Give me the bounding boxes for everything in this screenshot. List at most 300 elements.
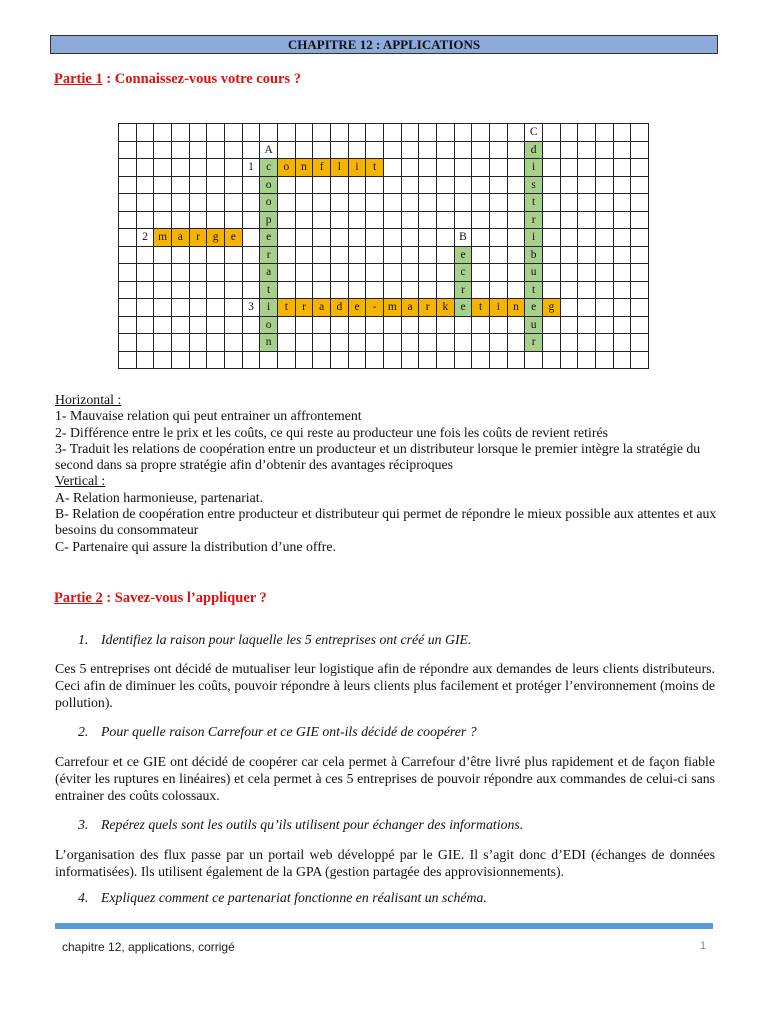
horizontal-heading: Horizontal : [55,392,122,407]
crossword-cell: u [525,264,543,282]
crossword-cell [472,264,490,282]
crossword-cell [260,352,278,370]
crossword-cell [190,212,208,230]
crossword-cell [119,212,137,230]
crossword-cell [402,264,420,282]
crossword-cell [207,212,225,230]
crossword-cell [243,282,261,300]
crossword-cell [419,229,437,247]
crossword-cell [296,142,314,160]
crossword-cell [543,334,561,352]
crossword-cell [614,159,632,177]
crossword-cell [578,124,596,142]
crossword-cell [207,177,225,195]
crossword-cell [296,212,314,230]
crossword-cell: g [543,299,561,317]
crossword-cell [349,264,367,282]
crossword-cell [349,177,367,195]
answer-3: L’organisation des flux passe par un portail web développé par le GIE. Il s’agit donc d’EDI (échanges de données informatisées). Ils utilisent également de la GPA (gestion partagée des approvisionnements). [55,847,715,880]
part1-label: Partie 1 [54,71,103,87]
crossword-cell [631,334,649,352]
crossword-cell [578,352,596,370]
crossword-cell [137,124,155,142]
crossword-cell: u [525,317,543,335]
crossword-cell: r [260,247,278,265]
crossword-cell [366,247,384,265]
crossword-cell [119,124,137,142]
crossword-cell [596,334,614,352]
crossword-cell [472,247,490,265]
crossword-cell [543,194,561,212]
crossword-cell [490,194,508,212]
crossword-cell [331,229,349,247]
crossword-cell [137,194,155,212]
crossword-cell [119,229,137,247]
crossword-cell [137,282,155,300]
crossword-cell: a [172,229,190,247]
crossword-cell [119,159,137,177]
crossword-cell [508,142,526,160]
crossword-cell [172,264,190,282]
crossword-cell [243,212,261,230]
crossword-cell [455,334,473,352]
crossword-cell: o [260,317,278,335]
crossword-cell [278,124,296,142]
crossword-cell: d [331,299,349,317]
crossword-cell [119,264,137,282]
crossword-cell [419,142,437,160]
crossword-cell [190,264,208,282]
crossword-cell [578,159,596,177]
crossword-cell [243,247,261,265]
crossword-cell: n [260,334,278,352]
crossword-cell [543,142,561,160]
crossword-cell: a [402,299,420,317]
crossword-cell [455,159,473,177]
crossword-cell [366,212,384,230]
crossword-cell [154,352,172,370]
crossword-cell [437,142,455,160]
crossword-cell [490,334,508,352]
crossword-cell [384,177,402,195]
crossword-cell [631,124,649,142]
chapter-title: CHAPITRE 12 : APPLICATIONS [50,35,718,54]
crossword-cell [596,352,614,370]
crossword-cell [349,352,367,370]
crossword-cell [331,352,349,370]
crossword-cell [543,264,561,282]
part1-heading [54,71,301,88]
crossword-cell [578,299,596,317]
crossword-cell [207,317,225,335]
crossword-cell [154,177,172,195]
crossword-cell [561,212,579,230]
question-3 [78,817,523,833]
crossword-cell [402,352,420,370]
crossword-cell [172,282,190,300]
crossword-cell [490,159,508,177]
crossword-cell [366,124,384,142]
crossword-cell [243,142,261,160]
crossword-cell [331,194,349,212]
crossword-cell [296,247,314,265]
crossword-cell [296,317,314,335]
crossword-cell [437,177,455,195]
crossword-cell [225,334,243,352]
crossword-cell [437,317,455,335]
crossword-cell [172,317,190,335]
crossword-cell [384,317,402,335]
crossword-cell [207,124,225,142]
crossword-cell [137,177,155,195]
crossword-cell [614,352,632,370]
crossword-cell [331,264,349,282]
crossword-cell: t [472,299,490,317]
crossword-cell [366,177,384,195]
crossword-cell [561,177,579,195]
crossword-cell: m [384,299,402,317]
crossword-cell [508,334,526,352]
crossword-cell [490,317,508,335]
crossword-cell [278,317,296,335]
crossword-cell [508,194,526,212]
crossword-cell [490,229,508,247]
crossword-cell [296,352,314,370]
crossword-cell [154,159,172,177]
crossword-cell [419,317,437,335]
crossword-cell [490,177,508,195]
crossword-cell [543,177,561,195]
crossword-cell [172,194,190,212]
crossword-cell [561,247,579,265]
crossword-cell [278,334,296,352]
crossword-cell [508,212,526,230]
clues-section [55,392,720,555]
crossword-cell [455,124,473,142]
crossword-cell [119,177,137,195]
crossword-cell [313,212,331,230]
crossword-cell [207,334,225,352]
question-number: 2. [78,724,89,739]
crossword-cell [561,142,579,160]
crossword-cell [631,177,649,195]
crossword-cell [596,264,614,282]
crossword-cell [631,142,649,160]
crossword-cell [455,177,473,195]
crossword-cell [561,159,579,177]
crossword-cell [349,142,367,160]
crossword-cell [472,317,490,335]
crossword-cell [207,194,225,212]
footer-divider [55,923,713,929]
crossword-cell [331,212,349,230]
crossword-cell [402,194,420,212]
crossword-cell [419,212,437,230]
horizontal-clue-2: 2- Différence entre le prix et les coûts, ce qui reste au producteur une fois les coûts de revient retirés [55,424,608,440]
crossword-cell [119,334,137,352]
crossword-cell [508,282,526,300]
part1-title: : Connaissez-vous votre cours ? [102,71,302,87]
crossword-cell: f [313,159,331,177]
crossword-cell [455,142,473,160]
crossword-cell [225,124,243,142]
crossword-cell [384,247,402,265]
crossword-cell [437,247,455,265]
crossword-cell: 2 [137,229,155,247]
crossword-cell [614,247,632,265]
crossword-cell [578,142,596,160]
crossword-cell [402,142,420,160]
crossword-cell [543,212,561,230]
crossword-cell [614,317,632,335]
crossword-cell [278,352,296,370]
crossword-cell [631,352,649,370]
crossword-cell: o [278,159,296,177]
crossword-cell [631,194,649,212]
crossword-cell [137,159,155,177]
crossword-cell [508,124,526,142]
crossword-cell: b [525,247,543,265]
crossword-cell [384,212,402,230]
crossword-cell [419,334,437,352]
crossword-cell [561,299,579,317]
crossword-cell [119,352,137,370]
crossword-cell: o [260,194,278,212]
crossword-cell [243,264,261,282]
crossword-cell [154,212,172,230]
crossword-cell [578,264,596,282]
crossword-cell [313,229,331,247]
crossword-cell: l [331,159,349,177]
crossword-cell [578,317,596,335]
crossword-cell [313,177,331,195]
crossword-cell [207,282,225,300]
crossword-cell [561,194,579,212]
crossword-cell [225,212,243,230]
crossword-cell [437,334,455,352]
crossword-cell [384,229,402,247]
crossword-cell [614,282,632,300]
crossword-cell [278,194,296,212]
crossword-cell [419,352,437,370]
crossword-cell [614,177,632,195]
part2-label: Partie 2 [54,590,103,606]
crossword-cell [631,247,649,265]
crossword-cell: e [455,299,473,317]
crossword-cell [137,352,155,370]
crossword-cell [419,124,437,142]
question-number: 4. [78,890,89,905]
crossword-cell: - [366,299,384,317]
crossword-cell [349,334,367,352]
crossword-cell [437,282,455,300]
crossword-cell [137,317,155,335]
crossword-cell [561,352,579,370]
crossword-cell [402,247,420,265]
crossword-cell [614,142,632,160]
crossword-cell: r [525,212,543,230]
crossword-cell [296,334,314,352]
crossword-cell [455,194,473,212]
crossword-cell [366,334,384,352]
crossword-cell [402,334,420,352]
crossword-cell: k [437,299,455,317]
crossword-cell [578,247,596,265]
crossword-cell: c [455,264,473,282]
crossword-cell [596,282,614,300]
crossword-cell [243,229,261,247]
crossword-cell [190,194,208,212]
crossword-cell [490,282,508,300]
crossword-cell [419,264,437,282]
crossword-cell [137,299,155,317]
crossword-cell [472,194,490,212]
crossword-cell [419,177,437,195]
crossword-cell [490,124,508,142]
crossword-cell [561,229,579,247]
answer-2: Carrefour et ce GIE ont décidé de coopérer car cela permet à Carrefour d’être livré plus rapidement et de façon fiable (éviter les ruptures en linéaires) et cela permet à ces 5 entreprises de pouvoir répondre aux commandes de celui-ci sans entrainer des coûts colossaux. [55,754,715,804]
crossword-cell [154,142,172,160]
crossword-cell [207,299,225,317]
crossword-cell [472,352,490,370]
crossword-cell: a [313,299,331,317]
crossword-cell [525,352,543,370]
crossword-cell: e [349,299,367,317]
crossword-cell [402,159,420,177]
crossword-cell [154,282,172,300]
crossword-cell [190,352,208,370]
crossword-cell [154,264,172,282]
crossword-cell [366,194,384,212]
crossword-cell [349,212,367,230]
crossword-cell [190,124,208,142]
crossword-cell [349,229,367,247]
crossword-cell [490,142,508,160]
crossword-cell [596,247,614,265]
crossword-cell [614,124,632,142]
crossword-cell [508,247,526,265]
crossword-cell [207,142,225,160]
crossword-cell [243,334,261,352]
crossword-cell [172,142,190,160]
crossword-cell [596,299,614,317]
crossword-cell [225,352,243,370]
crossword-cell [455,352,473,370]
crossword-cell [331,124,349,142]
crossword-cell [366,282,384,300]
crossword-cell [313,334,331,352]
crossword-cell [137,212,155,230]
crossword-cell [137,247,155,265]
crossword-cell [313,124,331,142]
crossword-cell [190,247,208,265]
crossword-cell [119,247,137,265]
part2-heading [54,590,267,607]
crossword-cell [190,299,208,317]
crossword-cell [296,264,314,282]
vertical-clue-c: C- Partenaire qui assure la distribution d’une offre. [55,538,336,554]
crossword-cell [384,264,402,282]
crossword-cell [313,317,331,335]
crossword-cell [190,142,208,160]
crossword-cell [402,177,420,195]
crossword-cell [172,177,190,195]
crossword-cell [172,159,190,177]
crossword-cell [243,194,261,212]
crossword-cell [437,212,455,230]
crossword-cell [490,264,508,282]
crossword-cell: r [296,299,314,317]
crossword-cell [207,264,225,282]
crossword-cell [225,264,243,282]
crossword-cell [190,282,208,300]
crossword-cell [384,352,402,370]
crossword-cell [437,124,455,142]
crossword-cell: C [525,124,543,142]
crossword-cell [543,229,561,247]
crossword-cell [419,159,437,177]
crossword-cell [402,229,420,247]
crossword-cell [543,317,561,335]
crossword-cell [154,334,172,352]
crossword-cell: r [190,229,208,247]
crossword-cell: i [525,159,543,177]
crossword-cell [561,124,579,142]
crossword-cell [508,159,526,177]
crossword-cell [207,247,225,265]
crossword-cell [207,352,225,370]
crossword-cell [190,177,208,195]
question-number: 3. [78,817,89,832]
crossword-cell [561,264,579,282]
crossword-cell [402,212,420,230]
crossword-cell [384,282,402,300]
crossword-cell [172,299,190,317]
crossword-cell [596,159,614,177]
crossword-cell [137,142,155,160]
crossword-cell: o [260,177,278,195]
vertical-heading: Vertical : [55,473,106,489]
crossword-cell [119,282,137,300]
crossword-cell [578,334,596,352]
crossword-cell [614,264,632,282]
crossword-cell [225,177,243,195]
crossword-cell [331,142,349,160]
crossword-cell [419,194,437,212]
crossword-cell [455,212,473,230]
crossword-cell: e [525,299,543,317]
crossword-cell [296,177,314,195]
part2-title: : Savez-vous l’appliquer ? [102,590,267,606]
crossword-cell: t [260,282,278,300]
crossword-cell [313,352,331,370]
crossword-cell [172,124,190,142]
crossword-cell [313,264,331,282]
crossword-cell [437,194,455,212]
crossword-cell: m [154,229,172,247]
crossword-cell [225,142,243,160]
crossword-cell [561,334,579,352]
crossword-cell [614,334,632,352]
crossword-cell [260,124,278,142]
crossword-cell [190,317,208,335]
crossword-cell: g [207,229,225,247]
crossword-cell [349,194,367,212]
crossword-cell [578,177,596,195]
crossword-cell: t [525,194,543,212]
crossword-cell [296,229,314,247]
crossword-cell [472,229,490,247]
